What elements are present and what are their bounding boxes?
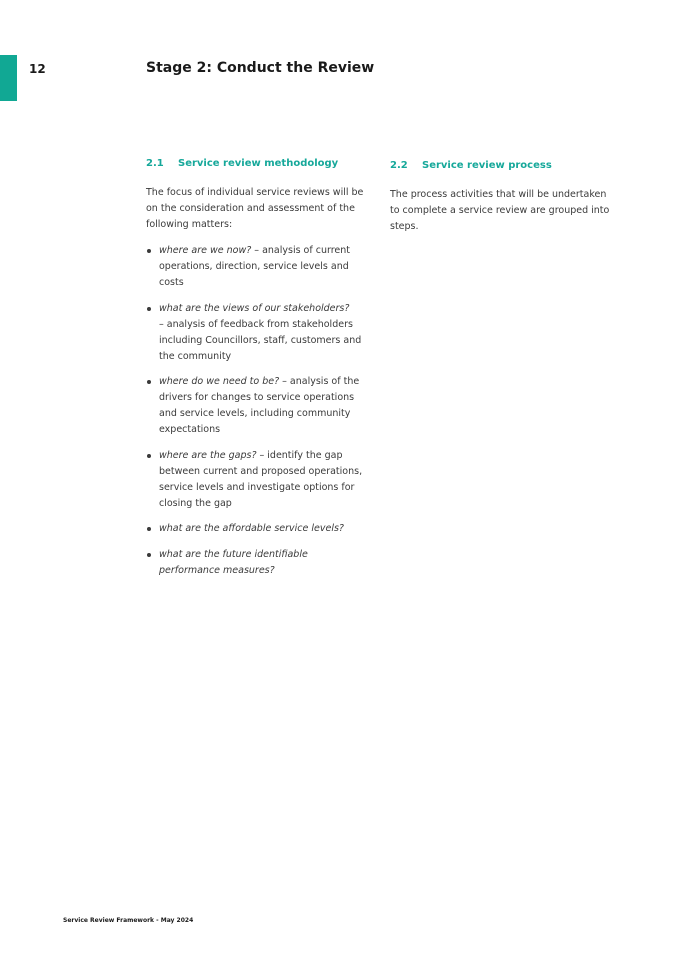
bullet-question: what are the views of our stakeholders? <box>159 302 350 314</box>
bullet-icon <box>147 454 151 458</box>
page-tab-marker <box>0 55 17 101</box>
bullet-question: what are the affordable service levels? <box>159 523 344 534</box>
bullet-list <box>146 243 371 579</box>
bullet-text: – identify the gap between current and proposed operations, service levels and investigate options for closing the gap <box>159 449 363 509</box>
section-intro: The focus of individual service reviews will be on the consideration and assessment of the following matters: <box>146 187 364 230</box>
list-item <box>146 448 371 512</box>
page-number: 12 <box>29 62 46 76</box>
bullet-question: where are the gaps? <box>159 449 257 461</box>
section-service-review-process <box>390 160 618 245</box>
section-title: Service review process <box>422 160 552 171</box>
bullet-question: where do we need to be? <box>159 376 280 387</box>
bullet-text: – analysis of feedback from stakeholders including Councillors, staff, customers and the community <box>159 318 362 362</box>
bullet-icon <box>147 380 151 384</box>
section-body: The process activities that will be undertaken to complete a service review are grouped into steps. <box>390 189 610 232</box>
section-heading <box>146 158 371 169</box>
bullet-icon <box>147 249 151 253</box>
list-item <box>146 521 371 537</box>
section-title: Service review methodology <box>178 158 339 169</box>
footer-text: Service Review Framework - May 2024 <box>63 917 194 924</box>
section-heading <box>390 160 618 171</box>
bullet-text: – analysis of the drivers for changes to service operations and service levels, including community expectations <box>159 376 360 435</box>
section-number: 2.2 <box>390 160 408 171</box>
bullet-question: what are the future identifiable performance measures? <box>159 548 308 576</box>
page-title: Stage 2: Conduct the Review <box>146 60 375 76</box>
bullet-icon <box>147 553 151 557</box>
bullet-icon <box>147 527 151 531</box>
list-item <box>146 301 371 365</box>
bullet-text: – analysis of current operations, direction, service levels and costs <box>159 245 351 288</box>
list-item <box>146 374 371 438</box>
bullet-icon <box>147 307 151 311</box>
list-item <box>146 547 371 579</box>
list-item <box>146 243 371 291</box>
bullet-question: where are we now? <box>159 245 252 256</box>
section-number: 2.1 <box>146 158 164 169</box>
section-service-review-methodology <box>146 158 371 588</box>
